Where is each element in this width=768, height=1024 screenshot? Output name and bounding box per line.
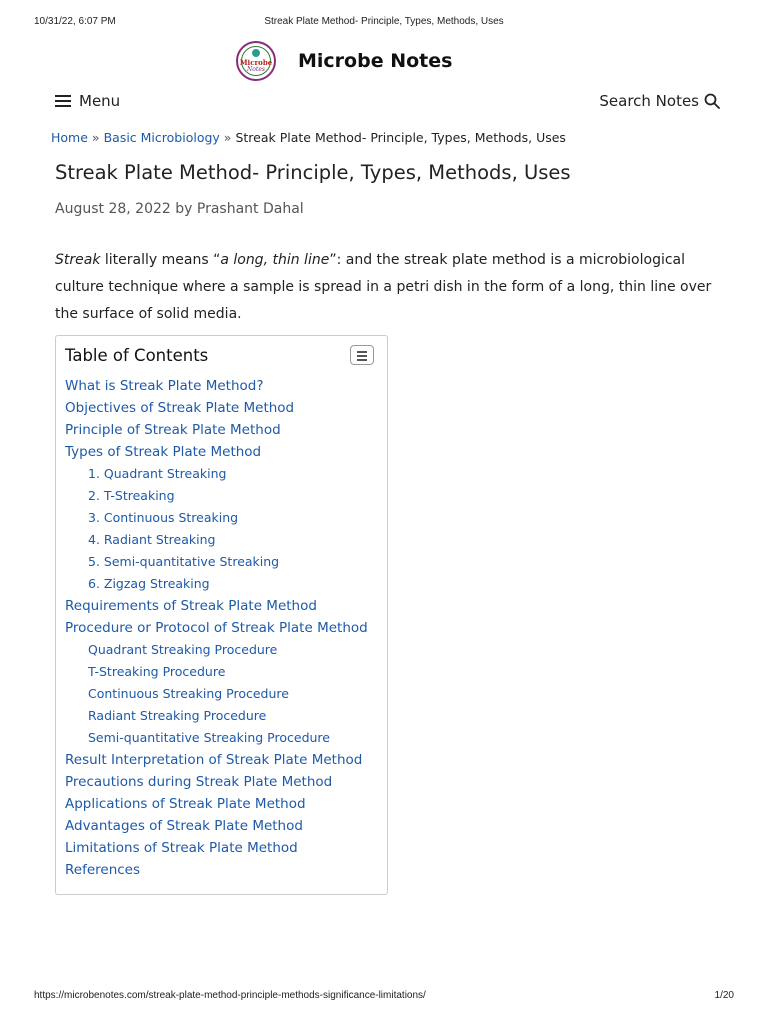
intro-meaning: a long, thin line bbox=[220, 252, 330, 268]
toc-link[interactable]: T-Streaking Procedure bbox=[88, 664, 226, 679]
toc-link[interactable]: Principle of Streak Plate Method bbox=[65, 422, 281, 438]
toc-item bbox=[65, 375, 379, 397]
breadcrumb-home[interactable]: Home bbox=[51, 130, 88, 145]
toc-link[interactable]: 2. T-Streaking bbox=[88, 488, 175, 503]
toc-item bbox=[65, 419, 379, 441]
toc-item bbox=[65, 771, 379, 793]
toc-item bbox=[65, 661, 379, 683]
print-datetime: 10/31/22, 6:07 PM bbox=[34, 16, 116, 27]
breadcrumb-category[interactable]: Basic Microbiology bbox=[103, 130, 220, 145]
toc-item bbox=[65, 749, 379, 771]
toc-link[interactable]: Precautions during Streak Plate Method bbox=[65, 774, 333, 790]
print-footer bbox=[34, 990, 734, 1004]
toc-link[interactable]: 6. Zigzag Streaking bbox=[88, 576, 210, 591]
toc-link[interactable]: Continuous Streaking Procedure bbox=[88, 686, 289, 701]
toc-list bbox=[65, 375, 379, 881]
toc-item bbox=[65, 793, 379, 815]
toc-link[interactable]: 3. Continuous Streaking bbox=[88, 510, 239, 525]
author-name[interactable]: Prashant Dahal bbox=[196, 201, 304, 217]
search-button[interactable] bbox=[599, 92, 720, 110]
toc-item bbox=[65, 837, 379, 859]
toc-item bbox=[65, 705, 379, 727]
logo-text-top: Microbe bbox=[239, 58, 273, 67]
toc-item bbox=[65, 397, 379, 419]
toc-link[interactable]: Limitations of Streak Plate Method bbox=[65, 840, 298, 856]
publish-date: August 28, 2022 bbox=[55, 201, 171, 217]
toc-link[interactable]: Types of Streak Plate Method bbox=[65, 444, 262, 460]
logo-text-bottom: Notes bbox=[247, 66, 265, 73]
article-byline bbox=[55, 201, 304, 217]
page-number: 1/20 bbox=[714, 990, 734, 1001]
toc-item bbox=[65, 617, 379, 639]
toc-link[interactable]: Quadrant Streaking Procedure bbox=[88, 642, 278, 657]
breadcrumb bbox=[51, 130, 566, 145]
byline-by: by bbox=[175, 201, 193, 217]
toc-link[interactable]: Advantages of Streak Plate Method bbox=[65, 818, 303, 834]
intro-part-1: literally means “ bbox=[100, 252, 221, 268]
toc-item bbox=[65, 639, 379, 661]
intro-term: Streak bbox=[55, 252, 101, 268]
toc-item bbox=[65, 507, 379, 529]
toc-link[interactable]: Requirements of Streak Plate Method bbox=[65, 598, 317, 614]
toc-item bbox=[65, 441, 379, 463]
main-navigation bbox=[55, 92, 720, 116]
menu-label: Menu bbox=[79, 92, 121, 110]
menu-button[interactable] bbox=[55, 92, 120, 110]
toc-link[interactable]: What is Streak Plate Method? bbox=[65, 378, 264, 394]
toc-item bbox=[65, 551, 379, 573]
table-of-contents bbox=[55, 335, 388, 895]
search-icon bbox=[704, 93, 720, 109]
toc-link[interactable]: Radiant Streaking Procedure bbox=[88, 708, 267, 723]
hamburger-icon bbox=[55, 95, 71, 107]
toc-link[interactable]: 1. Quadrant Streaking bbox=[88, 466, 227, 481]
breadcrumb-separator: » bbox=[223, 130, 232, 145]
toc-link[interactable]: Objectives of Streak Plate Method bbox=[65, 400, 295, 416]
toc-item bbox=[65, 815, 379, 837]
toc-item bbox=[65, 727, 379, 749]
print-header bbox=[34, 16, 734, 30]
breadcrumb-separator: » bbox=[91, 130, 100, 145]
toc-link[interactable]: Applications of Streak Plate Method bbox=[65, 796, 306, 812]
microbe-notes-logo[interactable] bbox=[236, 41, 276, 81]
intro-part-2: ”: and the streak plate method is a microbiological culture technique where a sample is spread in a petri dish in the form of a long, thin line over the surface of solid media. bbox=[55, 252, 712, 322]
toc-link[interactable]: References bbox=[65, 862, 141, 878]
search-label: Search Notes bbox=[599, 92, 699, 110]
toc-link[interactable]: Procedure or Protocol of Streak Plate Method bbox=[65, 620, 368, 636]
toc-link[interactable]: 5. Semi-quantitative Streaking bbox=[88, 554, 280, 569]
print-url: https://microbenotes.com/streak-plate-method-principle-methods-significance-limitations/ bbox=[34, 990, 426, 1001]
toc-link[interactable]: 4. Radiant Streaking bbox=[88, 532, 216, 547]
list-toggle-icon bbox=[357, 351, 367, 353]
toc-toggle-button[interactable] bbox=[350, 345, 374, 365]
toc-item bbox=[65, 573, 379, 595]
print-doc-title: Streak Plate Method- Principle, Types, Methods, Uses bbox=[264, 16, 504, 27]
page-title: Streak Plate Method- Principle, Types, Methods, Uses bbox=[55, 161, 571, 184]
site-brand[interactable] bbox=[236, 40, 452, 82]
breadcrumb-current: Streak Plate Method- Principle, Types, Methods, Uses bbox=[235, 130, 566, 145]
toc-item bbox=[65, 485, 379, 507]
site-name[interactable]: Microbe Notes bbox=[298, 50, 453, 72]
toc-title: Table of Contents bbox=[65, 346, 209, 365]
toc-item bbox=[65, 683, 379, 705]
toc-link[interactable]: Result Interpretation of Streak Plate Method bbox=[65, 752, 363, 768]
toc-item bbox=[65, 529, 379, 551]
toc-item bbox=[65, 859, 379, 881]
toc-item bbox=[65, 595, 379, 617]
toc-link[interactable]: Semi-quantitative Streaking Procedure bbox=[88, 730, 330, 745]
intro-paragraph bbox=[55, 247, 723, 328]
toc-item bbox=[65, 463, 379, 485]
